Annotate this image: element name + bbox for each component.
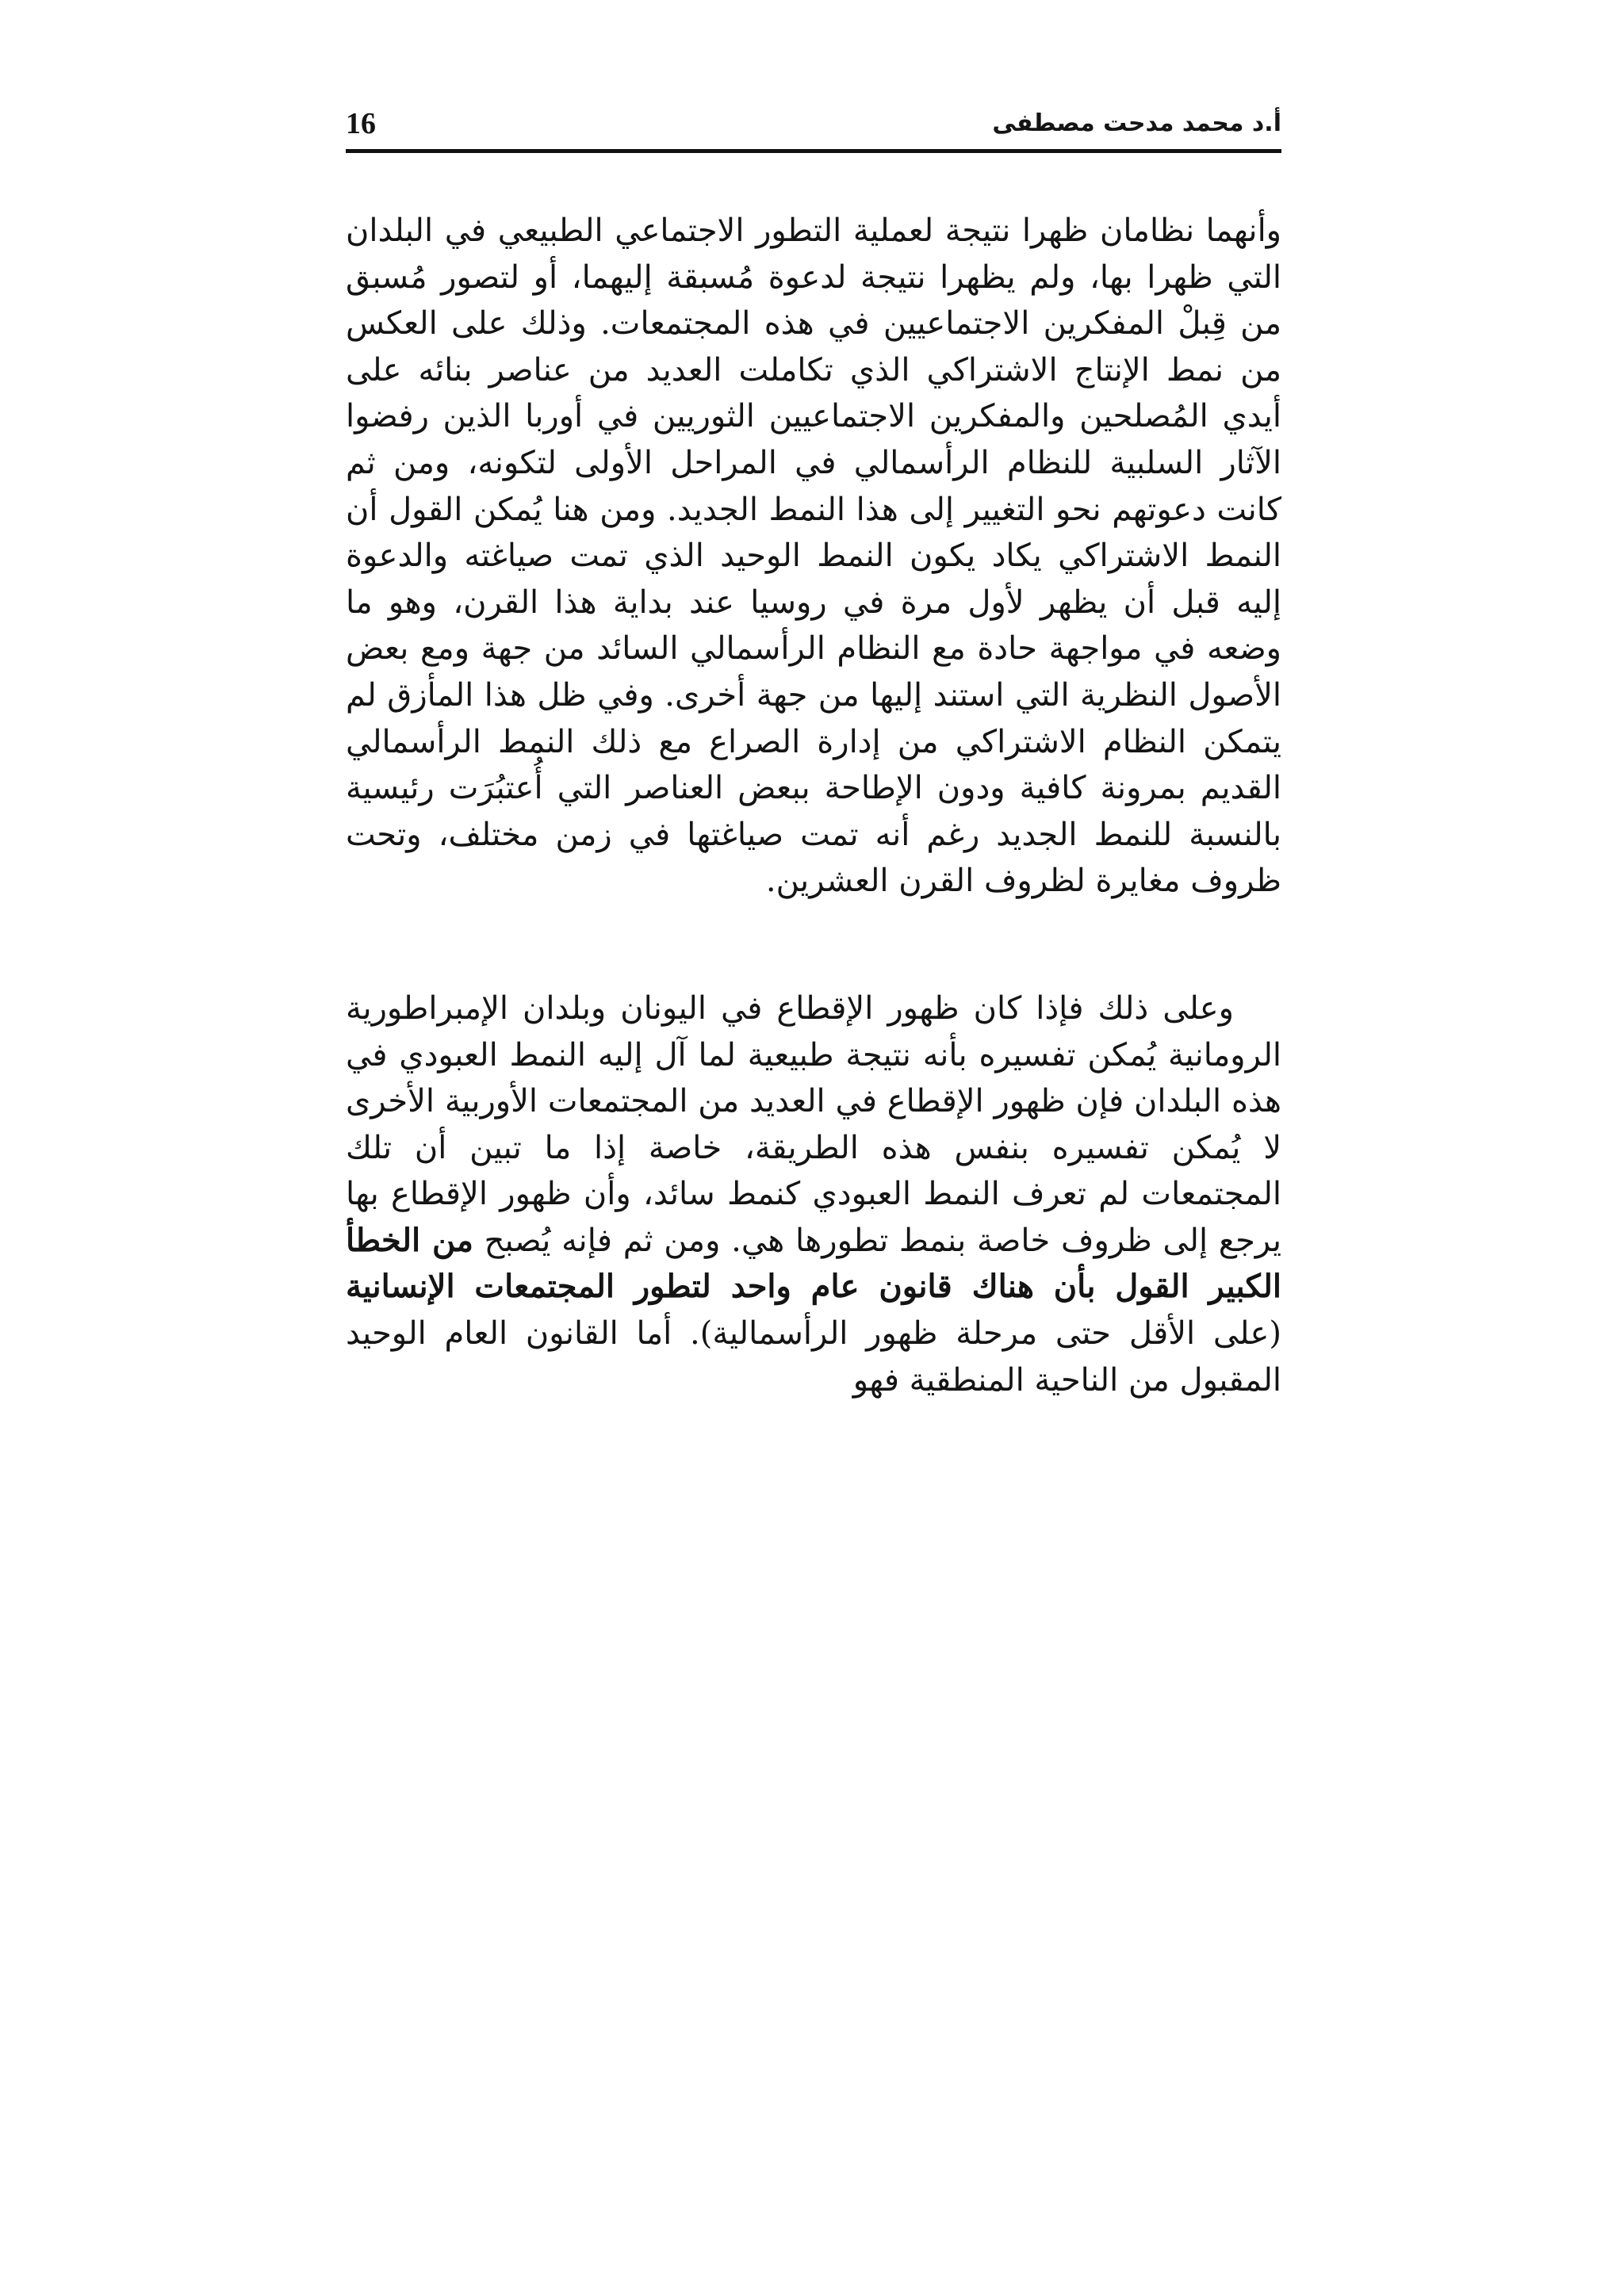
paragraph-2-bold-statement: من الخطأ الكبير القول بأن هناك قانون عام واحد لتطور المجتمعات الإنسانية (346, 1221, 1281, 1306)
paragraph-2-part-1: وعلى ذلك فإذا كان ظهور الإقطاع في اليونان وبلدان الإمبراطورية الرومانية يُمكن تفسيره بأنه نتيجة طبيعية لما آل إليه النمط العبودي في هذه البلدان فإن ظهور الإقطاع في العديد من المجتمعات الأوربية الأخرى لا يُمكن تفسيره بنفس هذه الطريقة، خاصة إذا ما تبين أن تلك المجتمعات لم تعرف النمط العبودي كنمط سائد، وأن ظهور الإقطاع بها يرجع إلى ظروف خاصة بنمط تطورها هي. ومن ثم فإنه يُصبح (346, 989, 1282, 1259)
author-name: أ.د محمد مدحت مصطفى (992, 109, 1281, 137)
page-number: 16 (346, 107, 376, 140)
paragraph-2-part-2: (على الأقل حتى مرحلة ظهور الرأسمالية). أما القانون العام الوحيد المقبول من الناحية المنطقية فهو (346, 1315, 1281, 1399)
paragraph-1: وأنهما نظامان ظهرا نتيجة لعملية التطور الاجتماعي الطبيعي في البلدان التي ظهرا بها، ولم يظهرا نتيجة لدعوة مُسبقة إليهما، أو لتصور مُسبق من قِبلْ المفكرين الاجتماعيين في هذه المجتمعات. وذلك على العكس من نمط الإنتاج الاشتراكي الذي تكاملت العديد من عناصر بنائه على أيدي المُصلحين والمفكرين الاجتماعيين الثوريين في أوربا الذين رفضوا الآثار السلبية للنظام الرأسمالي في المراحل الأولى لتكونه، ومن ثم كانت دعوتهم نحو التغيير إلى هذا النمط الجديد. ومن هنا يُمكن القول أن النمط الاشتراكي يكاد يكون النمط الوحيد الذي تمت صياغته والدعوة إليه قبل أن يظهر لأول مرة في روسيا عند بداية هذا القرن، وهو ما وضعه في مواجهة حادة مع النظام الرأسمالي السائد من جهة ومع بعض الأصول النظرية التي استند إليها من جهة أخرى. وفي ظل هذا المأزق لم يتمكن النظام الاشتراكي من إدارة الصراع مع ذلك النمط الرأسمالي القديم بمرونة كافية ودون الإطاحة ببعض العناصر التي أُعتبُرَت رئيسية بالنسبة للنمط الجديد رغم أنه تمت صياغتها في زمن مختلف، وتحت ظروف مغايرة لظروف القرن العشرين. (346, 212, 1281, 900)
paragraph-2 (346, 985, 1281, 1403)
body-text (346, 208, 1281, 1403)
running-header (346, 94, 1281, 153)
